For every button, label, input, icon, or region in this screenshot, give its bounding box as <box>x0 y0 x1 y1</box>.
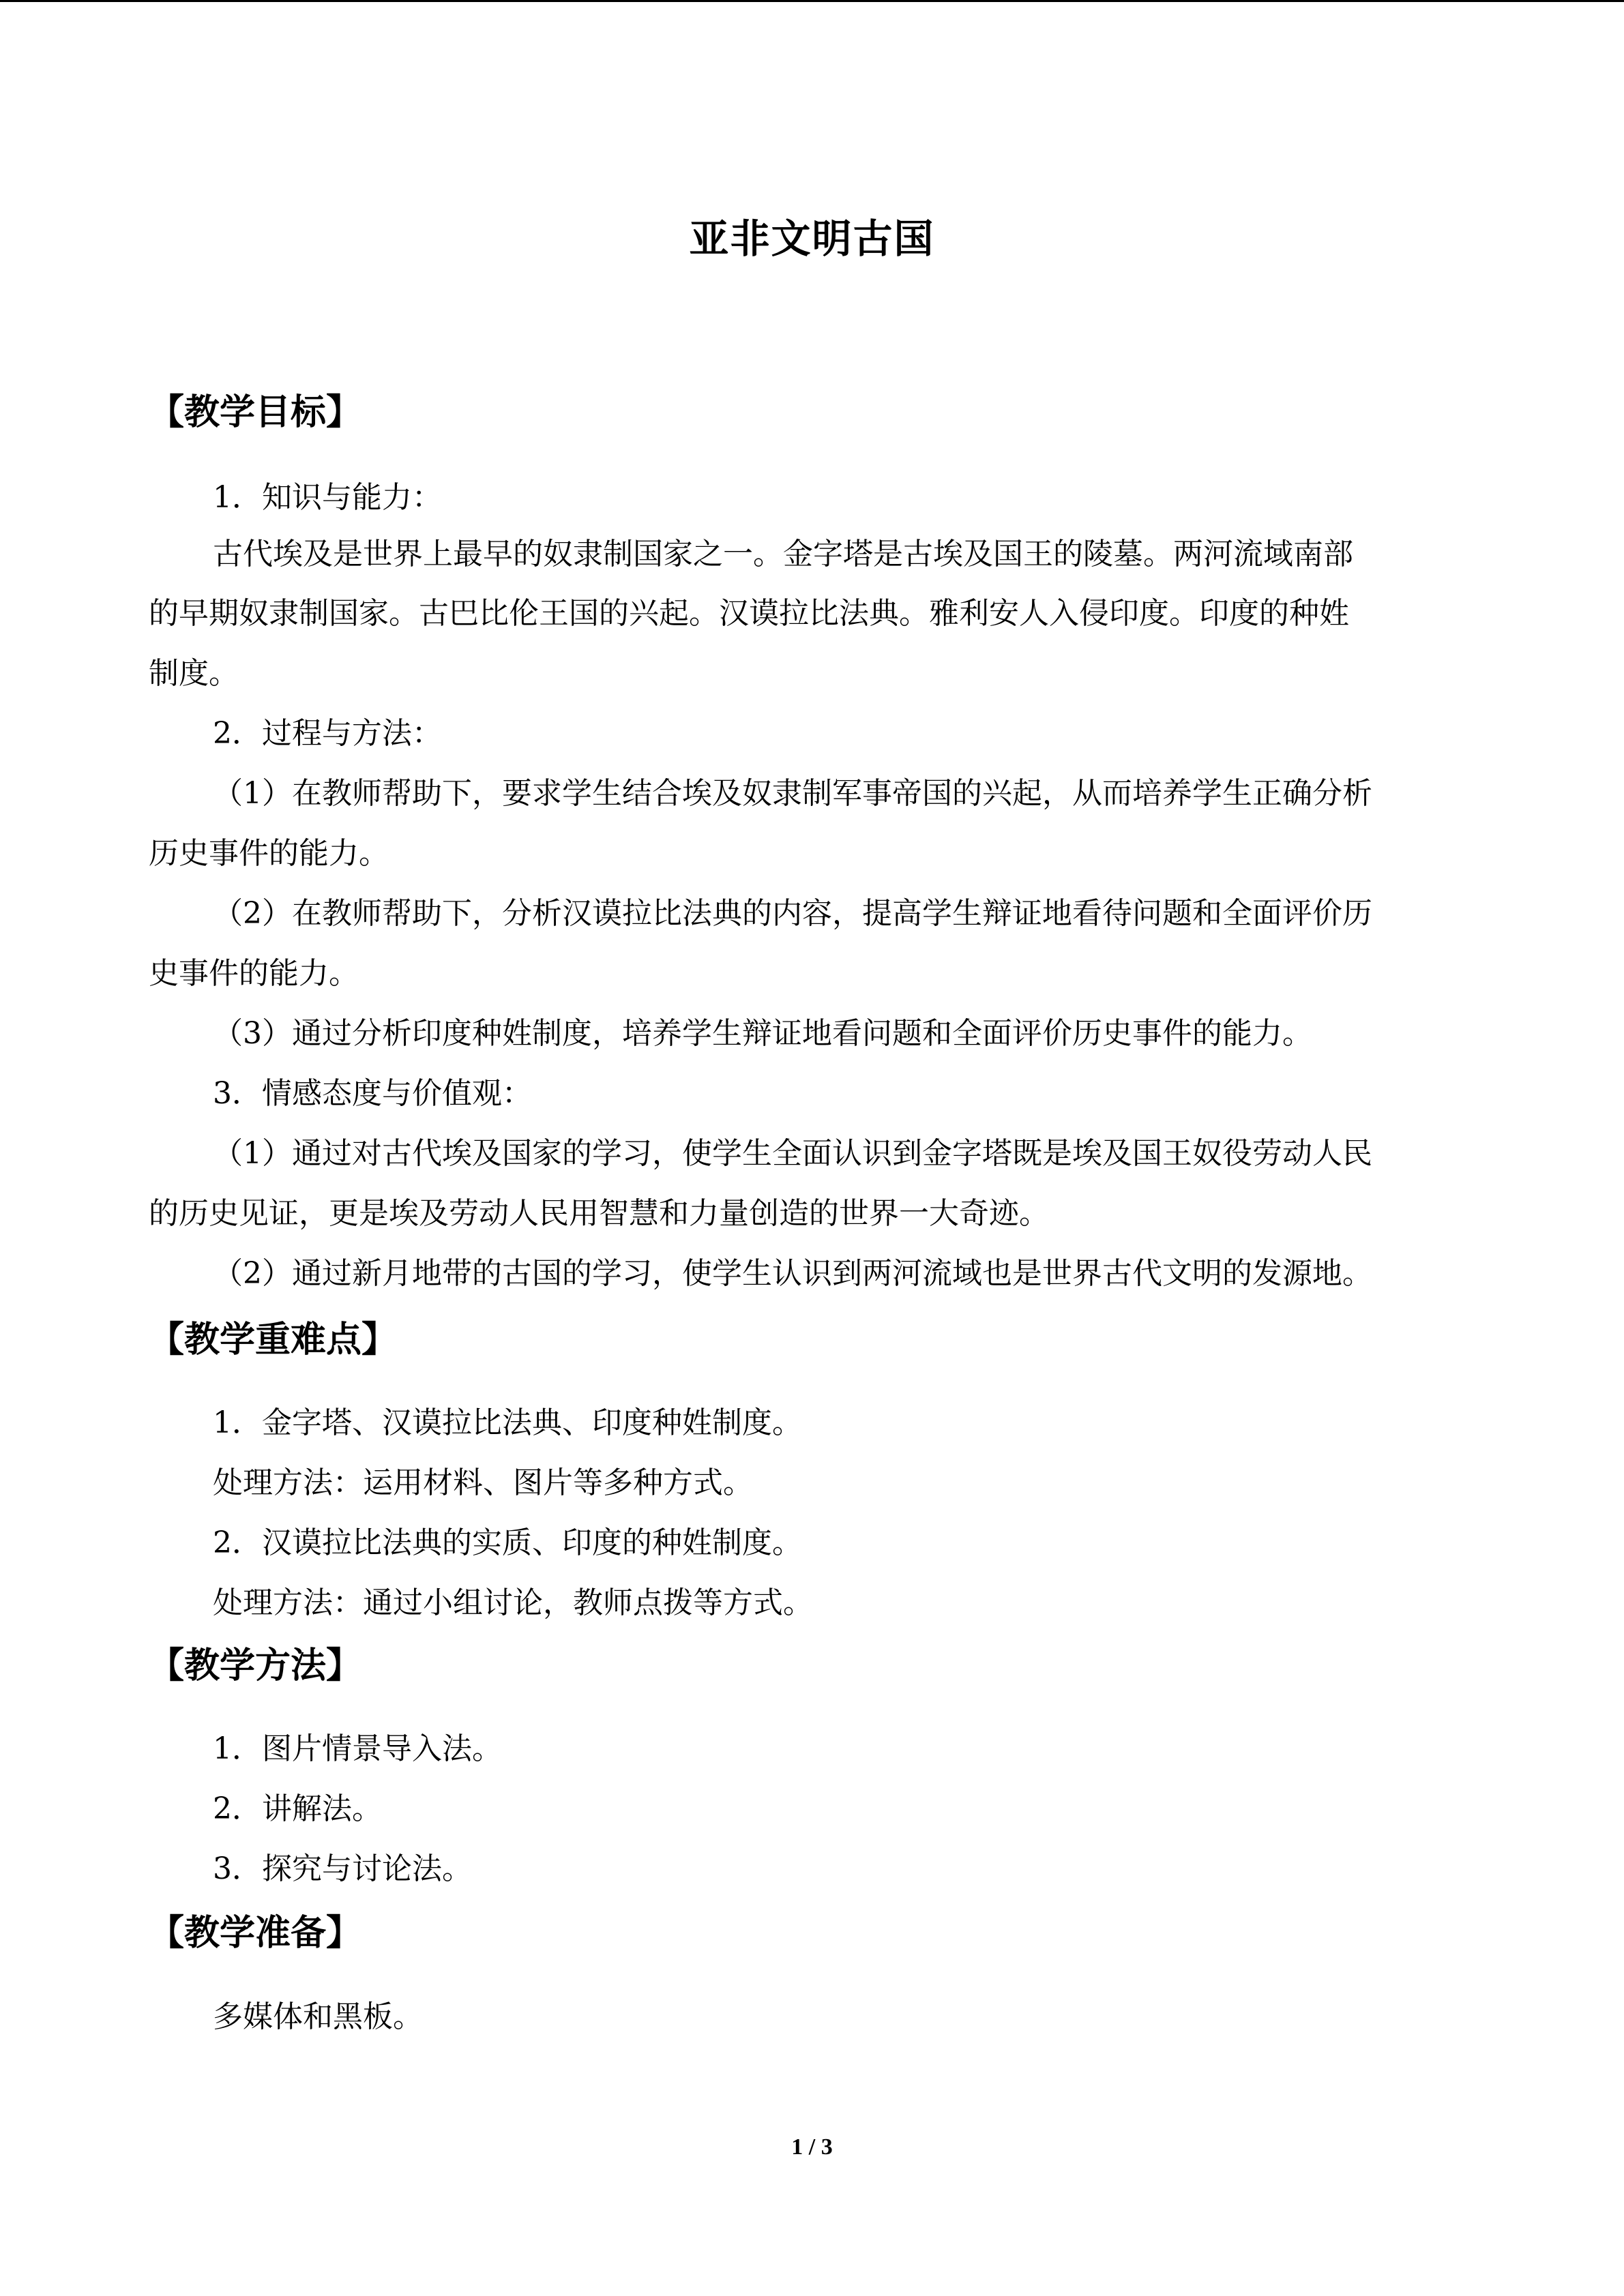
key-point-2: 2．汉谟拉比法典的实质、印度的种姓制度。 <box>213 1525 802 1560</box>
objective-2-item-2-line-2: 史事件的能力。 <box>149 956 359 991</box>
objective-3-item-1-line-1: （1）通过对古代埃及国家的学习，使学生全面认识到金字塔既是埃及国王奴役劳动人民 <box>213 1136 1372 1171</box>
objective-2-item-3: （3）通过分析印度种姓制度，培养学生辩证地看问题和全面评价历史事件的能力。 <box>213 1016 1312 1051</box>
key-point-2-method: 处理方法：通过小组讨论，教师点拨等方式。 <box>213 1585 813 1620</box>
heading-teaching-objectives: 【教学目标】 <box>149 392 362 433</box>
objective-2-item-1-line-1: （1）在教师帮助下，要求学生结合埃及奴隶制军事帝国的兴起，从而培养学生正确分析 <box>213 776 1372 811</box>
objective-3-label: 3．情感态度与价值观： <box>213 1076 532 1111</box>
objective-1-text-line-2: 的早期奴隶制国家。古巴比伦王国的兴起。汉谟拉比法典。雅利安人入侵印度。印度的种姓 <box>149 596 1349 631</box>
objective-1-text-line-3: 制度。 <box>149 656 239 691</box>
page-top-border <box>0 0 1624 2</box>
objective-2-item-1-line-2: 历史事件的能力。 <box>149 836 389 871</box>
method-3: 3．探究与讨论法。 <box>213 1851 472 1886</box>
preparation-item: 多媒体和黑板。 <box>213 1999 423 2034</box>
page-number: 1 / 3 <box>791 2134 833 2160</box>
objective-1-text-line-1: 古代埃及是世界上最早的奴隶制国家之一。金字塔是古埃及国王的陵墓。两河流域南部 <box>213 537 1353 571</box>
heading-teaching-preparation: 【教学准备】 <box>149 1913 362 1954</box>
objective-1-label: 1．知识与能力： <box>213 480 442 515</box>
objective-3-item-2: （2）通过新月地带的古国的学习，使学生认识到两河流域也是世界古代文明的发源地。 <box>213 1256 1372 1291</box>
key-point-1: 1．金字塔、汉谟拉比法典、印度种姓制度。 <box>213 1405 802 1440</box>
key-point-1-method: 处理方法：运用材料、图片等多种方式。 <box>213 1465 753 1500</box>
method-2: 2．讲解法。 <box>213 1791 382 1826</box>
document-title: 亚非文明古国 <box>689 215 935 262</box>
objective-2-item-2-line-1: （2）在教师帮助下，分析汉谟拉比法典的内容，提高学生辩证地看待问题和全面评价历 <box>213 896 1372 931</box>
heading-teaching-methods: 【教学方法】 <box>149 1645 362 1686</box>
heading-key-points: 【教学重难点】 <box>149 1320 398 1360</box>
method-1: 1．图片情景导入法。 <box>213 1731 502 1766</box>
objective-2-label: 2．过程与方法： <box>213 716 442 751</box>
objective-3-item-1-line-2: 的历史见证，更是埃及劳动人民用智慧和力量创造的世界一大奇迹。 <box>149 1196 1049 1231</box>
